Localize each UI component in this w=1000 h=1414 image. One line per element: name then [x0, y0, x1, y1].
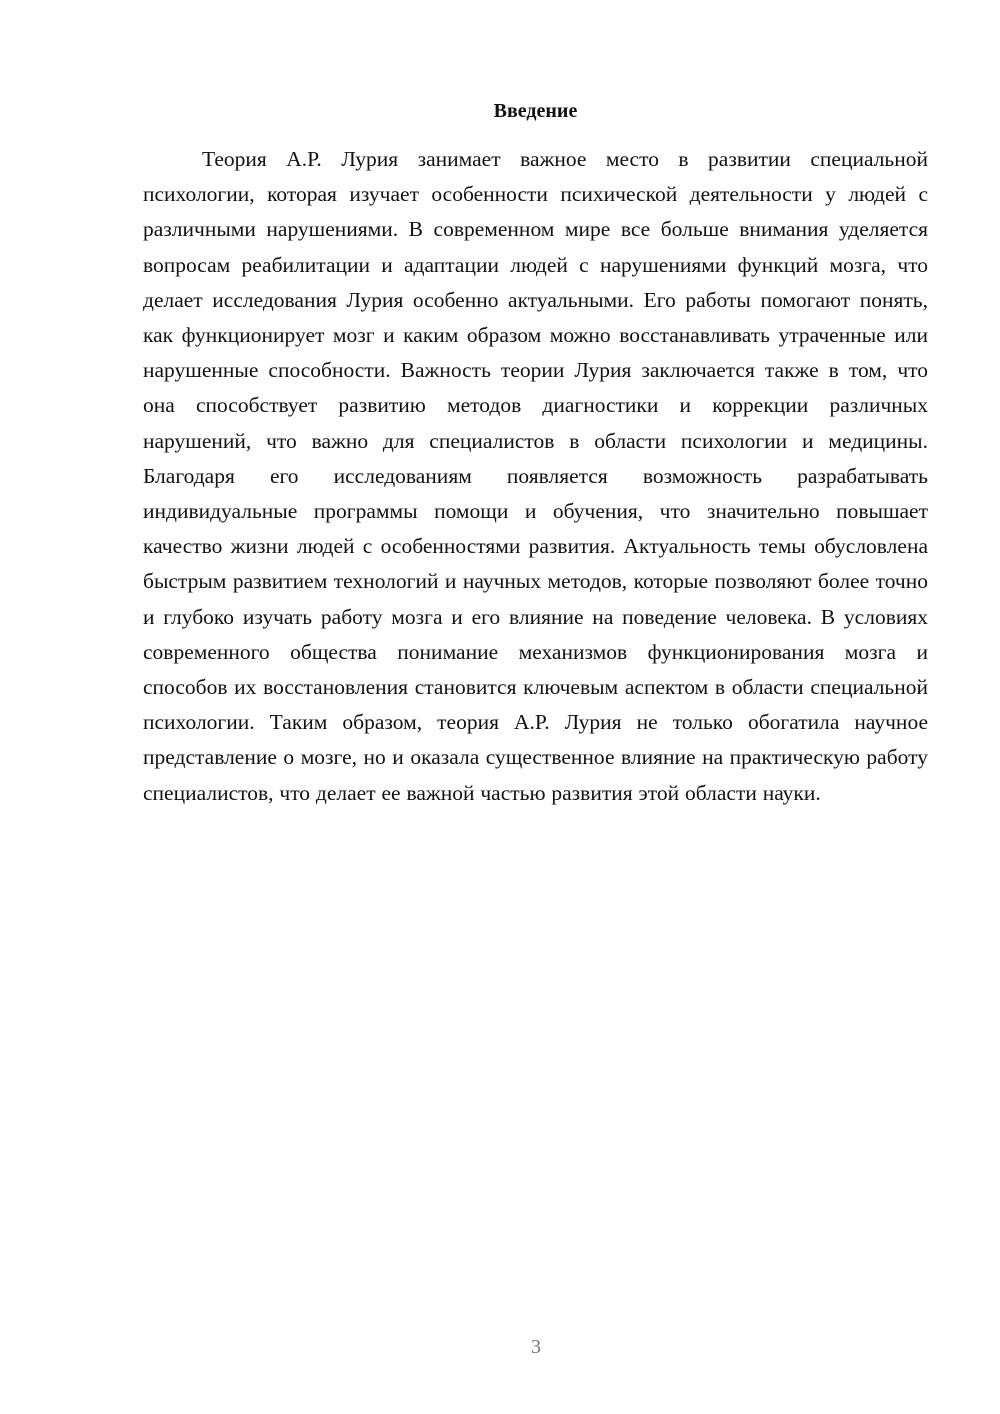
page-title: Введение — [493, 100, 578, 122]
body-paragraph: Теория А.Р. Лурия занимает важное место в развитии специальной психологии, которая изучает особенности психической деятельности у людей с различными нарушениями. В современном мире все больше внимания уделяется вопросам реабилитации и адаптации людей с нарушениями функций мозга, что делает исследования Лурия особенно актуальными. Его работы помогают понять, как функционирует мозг и каким образом можно восстанавливать утраченные или нарушенные способности. Важность теории Лурия заключается также в том, что она способствует развитию методов диагностики и коррекции различных нарушений, что важно для специалистов в области психологии и медицины. Благодаря его исследованиям появляется возможность разрабатывать индивидуальные программы помощи и обучения, что значительно повышает качество жизни людей с особенностями развития. Актуальность темы обусловлена быстрым развитием технологий и научных методов, которые позволяют более точно и глубоко изучать работу мозга и его влияние на поведение человека. В условиях современного общества понимание механизмов функционирования мозга и способов их восстановления становится ключевым аспектом в области специальной психологии. Таким образом, теория А.Р. Лурия не только обогатила научное представление о мозге, но и оказала существенное влияние на практическую работу специалистов, что делает ее важной частью развития этой области науки. — [143, 147, 928, 805]
page-number: 3 — [531, 1336, 541, 1358]
heading-container — [143, 97, 928, 125]
